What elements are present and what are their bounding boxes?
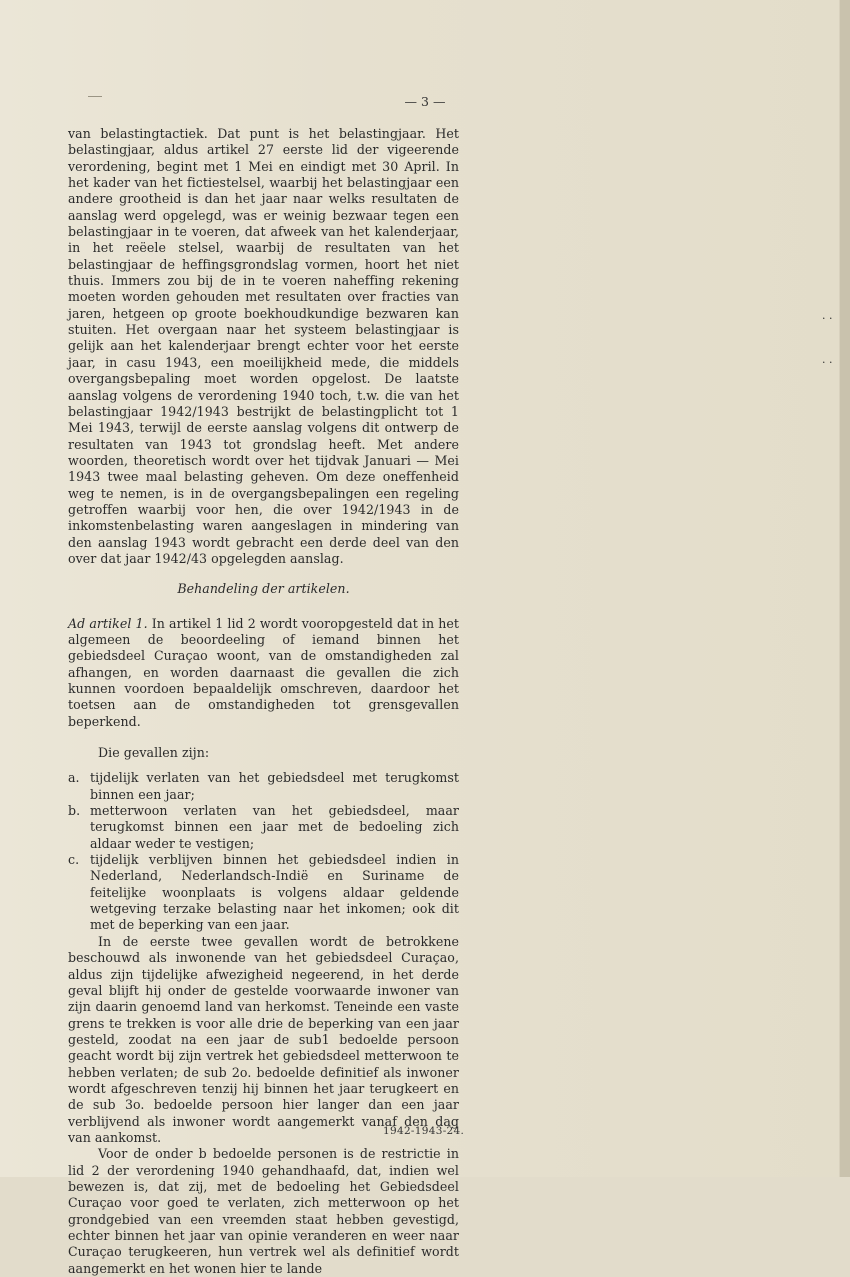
cases-intro: Die gevallen zijn: [98, 745, 210, 761]
list-text: tijdelijk verblijven binnen het gebiedsdeel indien in Nederland, Nederlandsch-Indië en Suriname de feitelijke woonplaats is volgens aldaar geldende wetgeving terzake belasting naar het inkomen; ook dit met de beperking van een jaar. [90, 852, 459, 933]
paragraph: In de eerste twee gevallen wordt de betrokkene beschouwd als inwonende van het gebiedsdeel Curaçao, aldus zijn tijdelijke afwezigheid negeerend, in het derde geval blijft hij onder de gestelde voorwaarde inwoner van zijn daarin genoemd land van herkomst. Teneinde een vaste grens te trekken is voor alle drie de beperking van een jaar gesteld, zoodat na een jaar de sub1 bedoelde persoon geacht wordt bij zijn vertrek het gebiedsdeel metterwoon te hebben verlaten; de sub 2o. bedoelde definitief als inwoner wordt afgeschreven tenzij hij binnen het jaar terugkeert en de sub 3o. bedoelde persoon hier langer dan een jaar verblijvend als inwoner wordt aangemerkt vanaf den dag van aankomst. [68, 933, 459, 1145]
paragraph-text: In artikel 1 lid 2 wordt vooropgesteld dat in het algemeen de beoordeeling of iemand binnen het gebiedsdeel Curaçao woont, van de omstandigheden zal afhangen, en worden daarnaast die gevallen die zich kunnen voordoen bepaaldelijk omschreven, daardoor het toetsen aan de omstandigheden tot grensgevallen beperkend. [68, 615, 460, 729]
list-text: metterwoon verlaten van het gebiedsdeel, maar terugkomst binnen een jaar met de bedoeling zich aldaar weder te vestigen; [90, 803, 459, 851]
list-marker: a. [68, 770, 80, 786]
list-marker: b. [68, 803, 81, 819]
margin-mark: · · [822, 312, 833, 325]
paragraph: Voor de onder b bedoelde personen is de restrictie in lid 2 der verordening 1940 gehandhaafd, dat, indien wel bewezen is, dat zij, met de bedoeling het Gebiedsdeel Curaçao voor goed te verlaten, zich metterwoon op het grondgebied van een vreemden staat hebben gevestigd, echter binnen het jaar van opinie veranderen en weer naar Curaçao terugkeeren, hun vertrek wel als definitief wordt aangemerkt en het wonen hier te lande [68, 1146, 459, 1276]
section-heading: Behandeling der artikelen. [177, 581, 350, 597]
list-item [68, 852, 459, 934]
page-edge [839, 0, 850, 1177]
list-item [68, 803, 459, 852]
body-text [68, 126, 459, 1277]
paragraph: van belastingtactiek. Dat punt is het belastingjaar. Het belastingjaar, aldus artikel 27 eerste lid der vigeerende verordening, begint met 1 Mei en eindigt met 30 April. In het kader van het fictiestelsel, waarbij het belastingjaar een andere grootheid is dan het jaar naar welks resultaten de aanslag werd opgelegd, was er weinig bezwaar tegen een belastingjaar in te voeren, dat afweek van het kalenderjaar, in het reëele stelsel, waarbij de resultaten van het belastingjaar de heffingsgrondslag vormen, hoort het niet thuis. Immers zou bij de in te voeren naheffing rekening moeten worden gehouden met resultaten over fracties van jaren, hetgeen op groote boekhoudkundige bezwaren kan stuiten. Het overgaan naar het systeem belastingjaar is gelijk aan het kalenderjaar brengt echter voor het eerste jaar, in casu 1943, een moeilijkheid mede, die middels overgangsbepaling moet worden opgelost. De laatste aanslag volgens de verordening 1940 toch, t.w. die van het belastingjaar 1942/1943 bestrijkt de belastingplicht tot 1 Mei 1943, terwijl de eerste aanslag volgens dit ontwerp de resultaten van 1943 tot grondslag heeft. Met andere woorden, theoretisch wordt over het tijdvak Januari — Mei 1943 twee maal belasting geheven. Om deze oneffenheid weg te nemen, is in de overgangsbepalingen een regeling getroffen waarbij voor hen, die over 1942/1943 in de inkomstenbelasting waren aangeslagen in mindering van den aanslag 1943 wordt gebracht een derde deel van den over dat jaar 1942/43 opgelegden aanslag. [68, 126, 459, 566]
list-item [68, 770, 459, 803]
page-number: — 3 — [404, 94, 446, 109]
list-text: tijdelijk verlaten van het gebiedsdeel met terugkomst binnen een jaar; [90, 770, 459, 802]
article-label: Ad artikel 1. [68, 615, 148, 631]
paragraph [68, 616, 459, 730]
list-marker: c. [68, 852, 80, 868]
footer-code: 1942-1943-24. [383, 1125, 465, 1137]
margin-mark: · · [822, 356, 833, 369]
